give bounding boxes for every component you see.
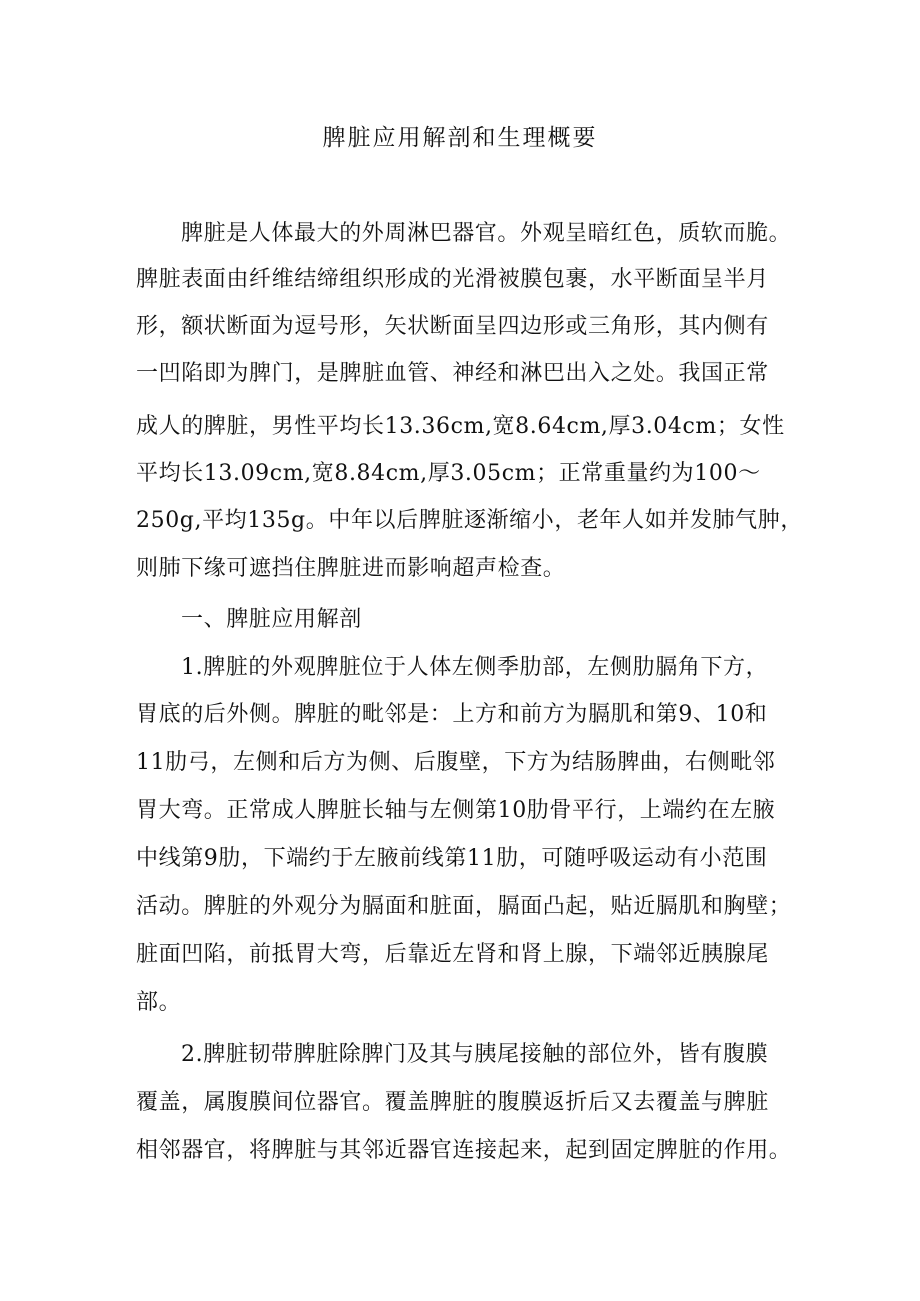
paragraph-line: 1.脾脏的外观脾脏位于人体左侧季肋部，左侧肋膈角下方， [181, 655, 769, 680]
document-title: 脾脏应用解剖和生理概要 [322, 125, 598, 151]
paragraph-line: 250g,平均135g。中年以后脾脏逐渐缩小，老年人如并发肺气肿， [136, 508, 803, 533]
paragraph-line: 脏面凹陷，前抵胃大弯，后靠近左肾和肾上腺，下端邻近胰腺尾 [136, 942, 769, 967]
paragraph-line: 部。 [136, 990, 182, 1015]
paragraph-line: 活动。脾脏的外观分为膈面和脏面，膈面凸起，贴近膈肌和胸壁； [136, 894, 792, 919]
paragraph-line: 脾脏是人体最大的外周淋巴器官。外观呈暗红色，质软而脆。 [181, 221, 792, 246]
paragraph-line: 成人的脾脏，男性平均长13.36cm,宽8.64cm,厚3.04cm；女性 [136, 414, 785, 439]
paragraph-line: 11肋弓，左侧和后方为侧、后腹壁，下方为结肠脾曲，右侧毗邻 [136, 750, 776, 775]
paragraph-line: 胃大弯。正常成人脾脏长轴与左侧第10肋骨平行，上端约在左腋 [136, 798, 776, 823]
paragraph-line: 胃底的后外侧。脾脏的毗邻是：上方和前方为膈肌和第9、10和 [136, 702, 768, 727]
paragraph-line: 则肺下缘可遮挡住脾脏进而影响超声检查。 [136, 556, 566, 581]
paragraph-line: 脾脏表面由纤维结缔组织形成的光滑被膜包裹，水平断面呈半月 [136, 267, 769, 292]
paragraph-line: 形，额状断面为逗号形，矢状断面呈四边形或三角形，其内侧有 [136, 314, 769, 339]
paragraph-line: 平均长13.09cm,宽8.84cm,厚3.05cm；正常重量约为100～ [136, 461, 761, 486]
paragraph-line: 覆盖，属腹膜间位器官。覆盖脾脏的腹膜返折后又去覆盖与脾脏 [136, 1090, 769, 1115]
paragraph-line: 中线第9肋，下端约于左腋前线第11肋，可随呼吸运动有小范围 [136, 846, 768, 871]
paragraph-line: 一凹陷即为脾门，是脾脏血管、神经和淋巴出入之处。我国正常 [136, 361, 769, 386]
section-heading: 一、脾脏应用解剖 [181, 607, 362, 632]
paragraph-line: 相邻器官，将脾脏与其邻近器官连接起来，起到固定脾脏的作用。 [136, 1138, 792, 1163]
paragraph-line: 2.脾脏韧带脾脏除脾门及其与胰尾接触的部位外，皆有腹膜 [181, 1042, 769, 1067]
